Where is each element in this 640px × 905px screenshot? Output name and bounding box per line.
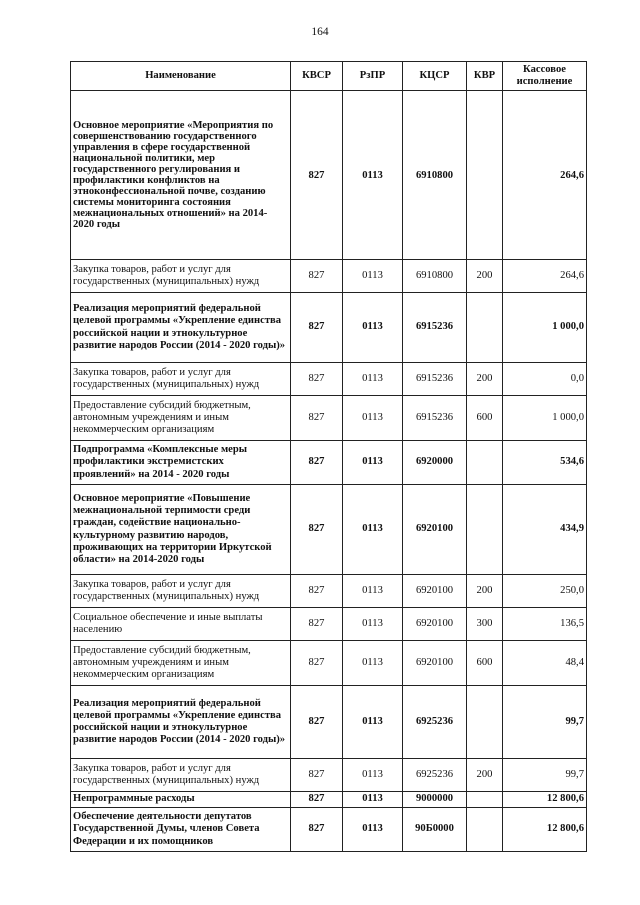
table-row xyxy=(71,808,587,852)
cell-execution-sum: 99,7 xyxy=(503,759,587,792)
cell-kvsr: 827 xyxy=(291,608,343,641)
table-row xyxy=(71,396,587,441)
header-kvsr: КВСР xyxy=(291,62,343,91)
cell-execution-sum: 136,5 xyxy=(503,608,587,641)
cell-name: Закупка товаров, работ и услуг для государственных (муниципальных) нужд xyxy=(71,363,291,396)
table-row xyxy=(71,91,587,260)
cell-name: Основное мероприятие «Мероприятия по совершенствованию государственного управления в сфере государственной национальной политики, мер государственного регулирования и профилактики конфликтов на этноконфессиональной почве, созданию системы мониторинга состояния межнациональных отношений» на 2014-2020 годы xyxy=(71,91,291,260)
cell-kvsr: 827 xyxy=(291,91,343,260)
cell-rzpr: 0113 xyxy=(343,363,403,396)
page-number: 164 xyxy=(311,26,329,38)
cell-kvsr: 827 xyxy=(291,641,343,686)
cell-kvr: 200 xyxy=(467,575,503,608)
cell-name: Реализация мероприятий федеральной целевой программы «Укрепление единства российской нации и этнокультурное развитие народов России (2014 - 2020 годы)» xyxy=(71,293,291,363)
cell-execution-sum: 264,6 xyxy=(503,91,587,260)
cell-name: Закупка товаров, работ и услуг для государственных (муниципальных) нужд xyxy=(71,575,291,608)
cell-kvsr: 827 xyxy=(291,363,343,396)
table-row xyxy=(71,363,587,396)
cell-kvr xyxy=(467,293,503,363)
cell-rzpr: 0113 xyxy=(343,808,403,852)
cell-kvsr: 827 xyxy=(291,485,343,575)
table-row xyxy=(71,686,587,759)
table-row xyxy=(71,293,587,363)
cell-rzpr: 0113 xyxy=(343,759,403,792)
table-row xyxy=(71,260,587,293)
cell-name: Социальное обеспечение и иные выплаты населению xyxy=(71,608,291,641)
cell-name: Предоставление субсидий бюджетным, автономным учреждениям и иным некоммерческим организациям xyxy=(71,396,291,441)
cell-kvr xyxy=(467,91,503,260)
cell-name: Основное мероприятие «Повышение межнациональной терпимости среди граждан, содействие национально-культурному развитию народов, проживающих на территории Иркутской области» на 2014-2020 годы xyxy=(71,485,291,575)
cell-kvsr: 827 xyxy=(291,808,343,852)
cell-rzpr: 0113 xyxy=(343,293,403,363)
cell-kcsr: 6920100 xyxy=(403,485,467,575)
cell-kcsr: 90Б0000 xyxy=(403,808,467,852)
cell-kcsr: 9000000 xyxy=(403,792,467,808)
cell-kvr: 300 xyxy=(467,608,503,641)
cell-kvr xyxy=(467,808,503,852)
header-rzpr: РзПР xyxy=(343,62,403,91)
cell-name: Подпрограмма «Комплексные меры профилактики экстремистских проявлений» на 2014 - 2020 годы xyxy=(71,441,291,485)
cell-execution-sum: 99,7 xyxy=(503,686,587,759)
cell-kvr xyxy=(467,485,503,575)
table-row xyxy=(71,485,587,575)
header-kvr: КВР xyxy=(467,62,503,91)
cell-name: Закупка товаров, работ и услуг для государственных (муниципальных) нужд xyxy=(71,759,291,792)
cell-name: Закупка товаров, работ и услуг для государственных (муниципальных) нужд xyxy=(71,260,291,293)
cell-rzpr: 0113 xyxy=(343,792,403,808)
cell-kvr: 200 xyxy=(467,260,503,293)
cell-kcsr: 6925236 xyxy=(403,686,467,759)
cell-kvsr: 827 xyxy=(291,792,343,808)
table-row xyxy=(71,608,587,641)
cell-kcsr: 6910800 xyxy=(403,260,467,293)
cell-rzpr: 0113 xyxy=(343,260,403,293)
budget-table xyxy=(70,61,587,852)
cell-execution-sum: 1 000,0 xyxy=(503,396,587,441)
cell-execution-sum: 434,9 xyxy=(503,485,587,575)
cell-kcsr: 6920100 xyxy=(403,608,467,641)
table-header-row xyxy=(71,62,587,91)
cell-rzpr: 0113 xyxy=(343,396,403,441)
cell-kcsr: 6920100 xyxy=(403,575,467,608)
cell-execution-sum: 48,4 xyxy=(503,641,587,686)
cell-kcsr: 6915236 xyxy=(403,396,467,441)
cell-kvsr: 827 xyxy=(291,260,343,293)
cell-execution-sum: 12 800,6 xyxy=(503,808,587,852)
cell-kcsr: 6915236 xyxy=(403,363,467,396)
cell-kcsr: 6910800 xyxy=(403,91,467,260)
cell-name: Непрограммные расходы xyxy=(71,792,291,808)
table-row xyxy=(71,441,587,485)
cell-kvr xyxy=(467,441,503,485)
cell-execution-sum: 534,6 xyxy=(503,441,587,485)
cell-rzpr: 0113 xyxy=(343,441,403,485)
cell-name: Обеспечение деятельности депутатов Государственной Думы, членов Совета Федерации и их помощников xyxy=(71,808,291,852)
cell-execution-sum: 12 800,6 xyxy=(503,792,587,808)
cell-kvsr: 827 xyxy=(291,759,343,792)
cell-rzpr: 0113 xyxy=(343,686,403,759)
cell-rzpr: 0113 xyxy=(343,91,403,260)
cell-kcsr: 6920000 xyxy=(403,441,467,485)
cell-execution-sum: 0,0 xyxy=(503,363,587,396)
table-row xyxy=(71,641,587,686)
cell-kvr: 600 xyxy=(467,396,503,441)
cell-rzpr: 0113 xyxy=(343,608,403,641)
cell-execution-sum: 1 000,0 xyxy=(503,293,587,363)
cell-execution-sum: 250,0 xyxy=(503,575,587,608)
cell-kcsr: 6920100 xyxy=(403,641,467,686)
cell-kvsr: 827 xyxy=(291,441,343,485)
cell-kvsr: 827 xyxy=(291,575,343,608)
table-row xyxy=(71,759,587,792)
cell-kvsr: 827 xyxy=(291,396,343,441)
cell-execution-sum: 264,6 xyxy=(503,260,587,293)
cell-rzpr: 0113 xyxy=(343,485,403,575)
cell-name: Реализация мероприятий федеральной целевой программы «Укрепление единства российской нации и этнокультурное развитие народов России (2014 - 2020 годы)» xyxy=(71,686,291,759)
cell-rzpr: 0113 xyxy=(343,575,403,608)
cell-kvsr: 827 xyxy=(291,686,343,759)
cell-kcsr: 6915236 xyxy=(403,293,467,363)
cell-kvr xyxy=(467,686,503,759)
cell-kcsr: 6925236 xyxy=(403,759,467,792)
table-row xyxy=(71,792,587,808)
cell-name: Предоставление субсидий бюджетным, автономным учреждениям и иным некоммерческим организациям xyxy=(71,641,291,686)
cell-kvsr: 827 xyxy=(291,293,343,363)
table-row xyxy=(71,575,587,608)
header-name: Наименование xyxy=(71,62,291,91)
cell-kvr: 600 xyxy=(467,641,503,686)
header-kcsr: КЦСР xyxy=(403,62,467,91)
cell-kvr: 200 xyxy=(467,363,503,396)
cell-rzpr: 0113 xyxy=(343,641,403,686)
header-execution: Кассовое исполнение xyxy=(503,62,587,91)
cell-kvr xyxy=(467,792,503,808)
cell-kvr: 200 xyxy=(467,759,503,792)
